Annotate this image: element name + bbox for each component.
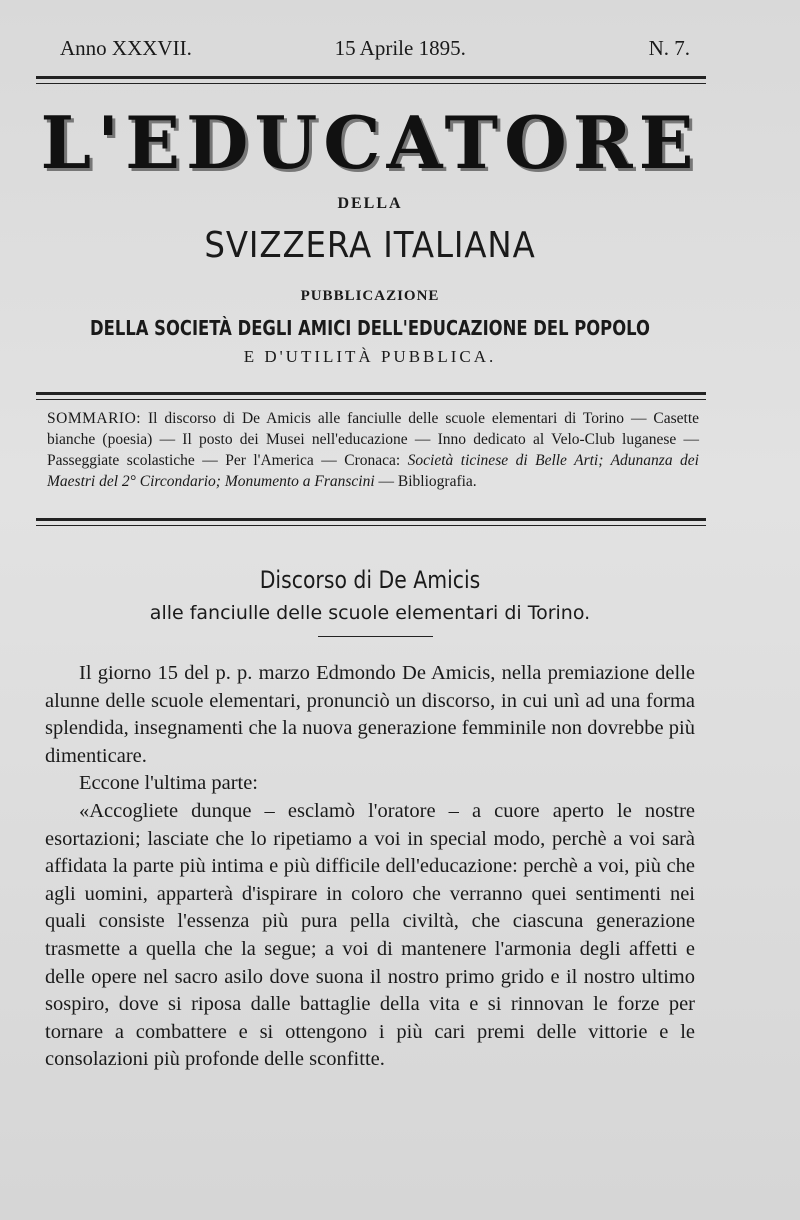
issue-date: 15 Aprile 1895. — [334, 36, 466, 60]
masthead-societa: DELLA SOCIETÀ DEGLI AMICI DELL'EDUCAZIONE DEL POPOLO — [90, 316, 650, 340]
article-paragraph: Il giorno 15 del p. p. marzo Edmondo De Amicis, nella premiazione delle alunne delle scuole elementari, pronunciò un discorso, in cui unì ad una forma splendida, insegnamenti che la nuova generazione femminile non dovrebbe più dimenticare. — [45, 662, 695, 767]
article-title: Discorso di De Amicis — [259, 566, 481, 594]
summary-block — [47, 408, 699, 492]
top-divider — [36, 76, 706, 84]
issue-header — [60, 36, 690, 61]
masthead-title: L'EDUCATORE — [40, 100, 700, 185]
summary-end: — Bibliografia. — [378, 473, 477, 490]
article-paragraph: «Accogliete dunque – esclamò l'oratore – a cuore aperto le nostre esortazioni; lasciate che lo ripetiamo a voi in special modo, perchè a voi sarà affidata la parte più intima e più difficile dell'educazione: perchè a voi, più che agli uomini, apparterà d'ispirare in coloro che verranno quei sentimenti nei quali consiste l'essenza più pura pella civiltà, che ciascuna generazione trasmette a quella che la segue; a voi di mantenere l'armonia degli affetti e delle opere nel sacro asilo dove suona il nostro primo grido e il nostro ultimo sospiro, dove si riposa dalle battaglie della vita e si rinnovan le forze per tornare a combattere e si ottengono i più cari premi delle vittorie e le consolazioni più profonde delle sconfitte. — [45, 799, 695, 1071]
masthead-utilita: E D'UTILITÀ PUBBLICA. — [243, 347, 497, 366]
masthead-della: DELLA — [337, 195, 403, 212]
masthead-pubblicazione: PUBBLICAZIONE — [300, 288, 440, 304]
summary-divider — [36, 518, 706, 526]
masthead-divider — [36, 392, 706, 400]
title-rule — [318, 636, 433, 637]
article-body — [45, 660, 695, 1074]
masthead-subtitle: SVIZZERA ITALIANA — [204, 225, 536, 266]
summary-label: SOMMARIO: — [47, 410, 142, 427]
article-subtitle: alle fanciulle delle scuole elementari di Torino. — [149, 602, 591, 624]
summary-text: Il discorso di De Amicis alle fanciulle delle scuole elementari di Torino — Casette bianche (poesia) — Il posto dei Musei nell'educazione — Inno dedicato al Velo-Club luganese — Passeggiate scolastiche — Per l'America — Cronaca: — [47, 410, 699, 469]
summary-italic: Società ticinese di Belle Arti; Adunanza dei Maestri del 2° Circondario; Monumento a Franscini — [47, 452, 699, 490]
article-paragraph: Eccone l'ultima parte: — [79, 772, 259, 795]
issue-number: N. 7. — [648, 36, 690, 60]
volume-label: Anno XXXVII. — [60, 36, 192, 60]
